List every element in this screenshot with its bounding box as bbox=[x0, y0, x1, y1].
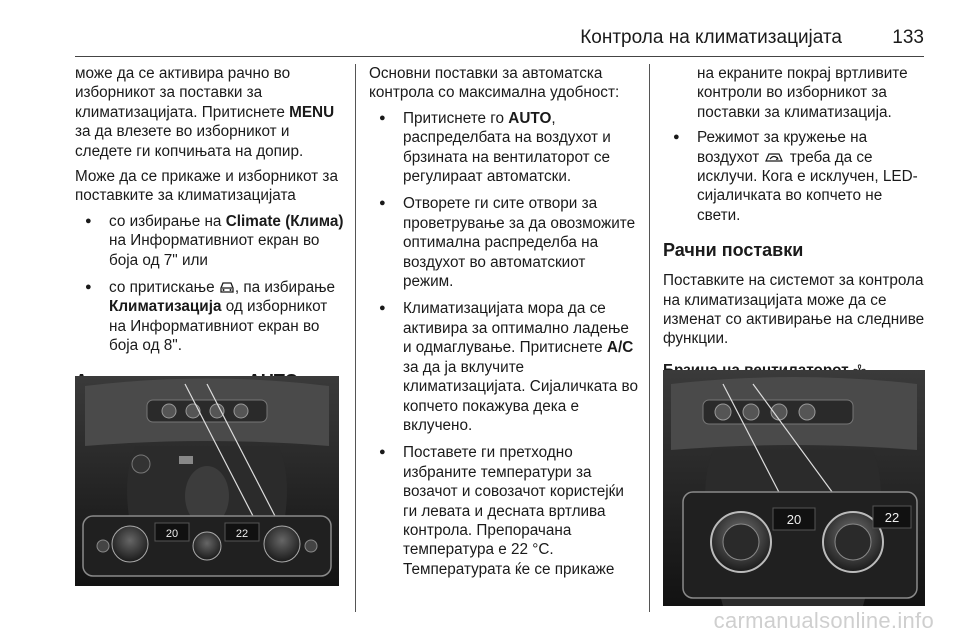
paragraph: Основни поставки за автоматска контрола со максимална удобност: bbox=[369, 65, 620, 102]
climate-panel-image bbox=[663, 370, 925, 606]
list-item: ● Климатизацијата мора да се активира за оптимално ладење и одмаглување. Притиснете A/C за да ја вклучите климатизацијата. Сијаличката во копчето покажува дека е вклучено. bbox=[369, 299, 639, 435]
watermark: carmanualsonline.info bbox=[713, 608, 934, 633]
bullet-list bbox=[75, 212, 345, 356]
column-1 bbox=[75, 64, 345, 402]
climate-panel-image bbox=[75, 376, 339, 586]
list-item: ● Режимот за кружење на воздухот треба да се исклучи. Кога е исклучен, LED-сијаличката во копчето не свети. bbox=[663, 128, 928, 225]
column-divider bbox=[649, 64, 650, 612]
page-header bbox=[0, 0, 960, 58]
paragraph: Може да се прикаже и изборникот за поставките за климатизацијата bbox=[75, 168, 338, 205]
left-temp-display: 20 bbox=[165, 528, 179, 540]
bullet-list bbox=[663, 128, 928, 225]
column-2 bbox=[369, 64, 639, 587]
list-item: ● Поставете ги претходно избраните температури за возачот и совозачот користејќи ги левата и десната вртлива контрола. Препорачана температура е 22 °C. Температурата ќе се прикаже bbox=[369, 443, 639, 579]
list-item: ● Отворете ги сите отвори за проветрување за да овозможите оптимална распределба на воздухот во автоматскиот режим. bbox=[369, 194, 639, 291]
paragraph: Поставките на системот за контрола на климатизацијата може да се изменат со активирање на следниве функции. bbox=[663, 272, 925, 348]
header-title: Контрола на климатизацијата bbox=[580, 27, 842, 48]
recirculation-icon bbox=[763, 151, 785, 164]
list-item: ● со притискање , па избирање Климатизација од изборникот на Информативниот екран во боја од 8". bbox=[75, 278, 345, 356]
paragraph: на екраните покрај вртливите контроли во изборникот за поставки за климатизација. bbox=[697, 65, 908, 121]
right-temp-display: 22 bbox=[884, 510, 900, 525]
column-divider bbox=[355, 64, 356, 612]
left-temp-display: 20 bbox=[786, 512, 802, 527]
section-heading: Рачни поставки bbox=[663, 240, 804, 261]
car-icon bbox=[219, 281, 235, 294]
list-item: ● со избирање на Climate (Клима) на Информативниот екран во боја од 7" или bbox=[75, 212, 345, 270]
paragraph: може да се активира рачно во изборникот за поставки за климатизацијата. Притиснете MENU за да влезете во изборникот и следете ги копчињата на допир. bbox=[75, 65, 335, 160]
page-number: 133 bbox=[892, 27, 924, 48]
right-temp-display: 22 bbox=[235, 528, 249, 540]
bullet-list bbox=[369, 109, 639, 579]
list-item: ● Притиснете го AUTO, распределбата на воздухот и брзината на вентилаторот се регулираат автоматски. bbox=[369, 109, 639, 187]
column-3 bbox=[663, 64, 928, 388]
header-rule bbox=[75, 56, 924, 57]
